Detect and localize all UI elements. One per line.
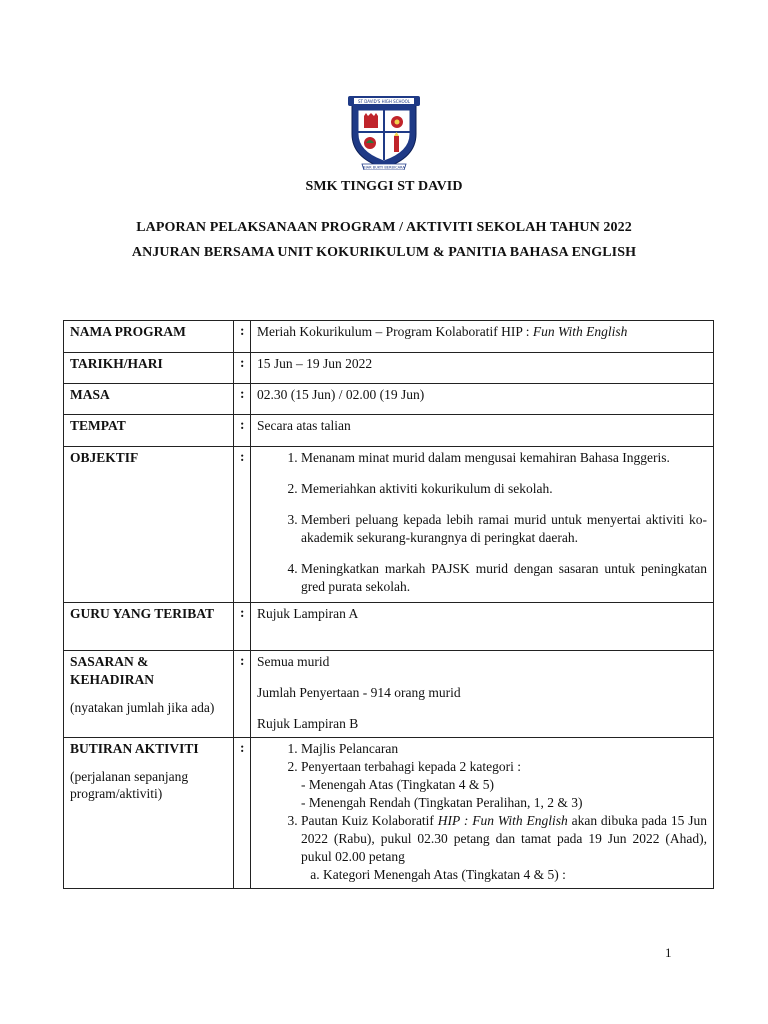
label-butiran bbox=[64, 738, 234, 889]
label-sasaran bbox=[64, 651, 234, 738]
value-sasaran bbox=[251, 651, 714, 738]
colon: : bbox=[234, 447, 251, 603]
label-nama-program: NAMA PROGRAM bbox=[64, 321, 234, 353]
value-nama-program: Meriah Kokurikulum – Program Kolaboratif HIP : Fun With English bbox=[251, 321, 714, 353]
butiran-subitem: - Menengah Rendah (Tingkatan Peralihan, 1, 2 & 3) bbox=[301, 795, 583, 810]
svg-text:BIAR BUKTI BERBICARA: BIAR BUKTI BERBICARA bbox=[363, 165, 405, 170]
objektif-item: 2. Memeriahkan aktiviti kokurikulum di sekolah. bbox=[301, 480, 707, 498]
butiran-list bbox=[257, 740, 707, 884]
value-tarikh: 15 Jun – 19 Jun 2022 bbox=[251, 353, 714, 384]
objektif-item: 4. Meningkatkan markah PAJSK murid dengan sasaran untuk peningkatan gred purata sekolah. bbox=[301, 560, 707, 596]
value-guru: Rujuk Lampiran A bbox=[251, 603, 714, 651]
label-tempat: TEMPAT bbox=[64, 415, 234, 447]
label-objektif: OBJEKTIF bbox=[64, 447, 234, 603]
butiran-subitem: - Menengah Atas (Tingkatan 4 & 5) bbox=[301, 777, 494, 792]
report-title-line2: ANJURAN BERSAMA UNIT KOKURIKULUM & PANITIA BAHASA ENGLISH bbox=[131, 245, 637, 260]
sasaran-note: (nyatakan jumlah jika ada) bbox=[70, 700, 215, 715]
label-tarikh: TARIKH/HARI bbox=[64, 353, 234, 384]
row-masa bbox=[64, 384, 714, 415]
report-title-line1: LAPORAN PELAKSANAAN PROGRAM / AKTIVITI SEKOLAH TAHUN 2022 bbox=[136, 220, 632, 235]
school-crest-logo bbox=[348, 94, 420, 170]
colon: : bbox=[234, 415, 251, 447]
label-guru: GURU YANG TERIBAT bbox=[64, 603, 234, 651]
sasaran-value: Semua murid bbox=[257, 654, 330, 669]
objektif-item: 3. Memberi peluang kepada lebih ramai murid untuk menyertai aktiviti ko-akademik sekurang-kurangnya di peringkat daerah. bbox=[301, 511, 707, 547]
row-objektif bbox=[64, 447, 714, 603]
butiran-item: 2. Penyertaan terbahagi kepada 2 kategori : - Menengah Atas (Tingkatan 4 & 5) - Menengah Rendah (Tingkatan Peralihan, 1, 2 & 3) bbox=[301, 758, 707, 812]
sasaran-title: SASARAN & KEHADIRAN bbox=[70, 654, 155, 687]
report-table bbox=[63, 320, 714, 889]
sasaran-value: Jumlah Penyertaan - 914 orang murid bbox=[257, 685, 461, 700]
row-butiran bbox=[64, 738, 714, 889]
butiran-sublist bbox=[301, 866, 707, 884]
butiran-title: BUTIRAN AKTIVITI bbox=[70, 741, 199, 756]
butiran-item: 1. Majlis Pelancaran bbox=[301, 740, 707, 758]
row-sasaran bbox=[64, 651, 714, 738]
school-name: SMK TINGGI ST DAVID bbox=[305, 179, 463, 194]
colon: : bbox=[234, 603, 251, 651]
colon: : bbox=[234, 738, 251, 889]
butiran-note: (perjalanan sepanjang program/aktiviti) bbox=[70, 769, 189, 801]
sasaran-value: Rujuk Lampiran B bbox=[257, 716, 359, 731]
colon: : bbox=[234, 321, 251, 353]
svg-text:ST DAVID'S HIGH SCHOOL: ST DAVID'S HIGH SCHOOL bbox=[357, 98, 411, 104]
page-number: 1 bbox=[665, 945, 672, 960]
row-guru bbox=[64, 603, 714, 651]
row-tarikh bbox=[64, 353, 714, 384]
colon: : bbox=[234, 384, 251, 415]
butiran-item: 3. Pautan Kuiz Kolaboratif HIP : Fun With English akan dibuka pada 15 Jun 2022 (Rabu), pukul 02.30 petang dan tamat pada 19 Jun 2022 (Ahad), pukul 02.00 petang a. Kategori Menengah Atas (Tingkatan 4 & 5) : bbox=[301, 812, 707, 884]
colon: : bbox=[234, 353, 251, 384]
row-nama-program bbox=[64, 321, 714, 353]
colon: : bbox=[234, 651, 251, 738]
row-tempat bbox=[64, 415, 714, 447]
butiran-subitem: a. Kategori Menengah Atas (Tingkatan 4 & 5) : bbox=[323, 866, 707, 884]
objektif-item: 1. Menanam minat murid dalam mengusai kemahiran Bahasa Inggeris. bbox=[301, 449, 707, 467]
objektif-list bbox=[257, 449, 707, 596]
value-masa: 02.30 (15 Jun) / 02.00 (19 Jun) bbox=[251, 384, 714, 415]
value-tempat: Secara atas talian bbox=[251, 415, 714, 447]
value-butiran bbox=[251, 738, 714, 889]
value-objektif bbox=[251, 447, 714, 603]
label-masa: MASA bbox=[64, 384, 234, 415]
